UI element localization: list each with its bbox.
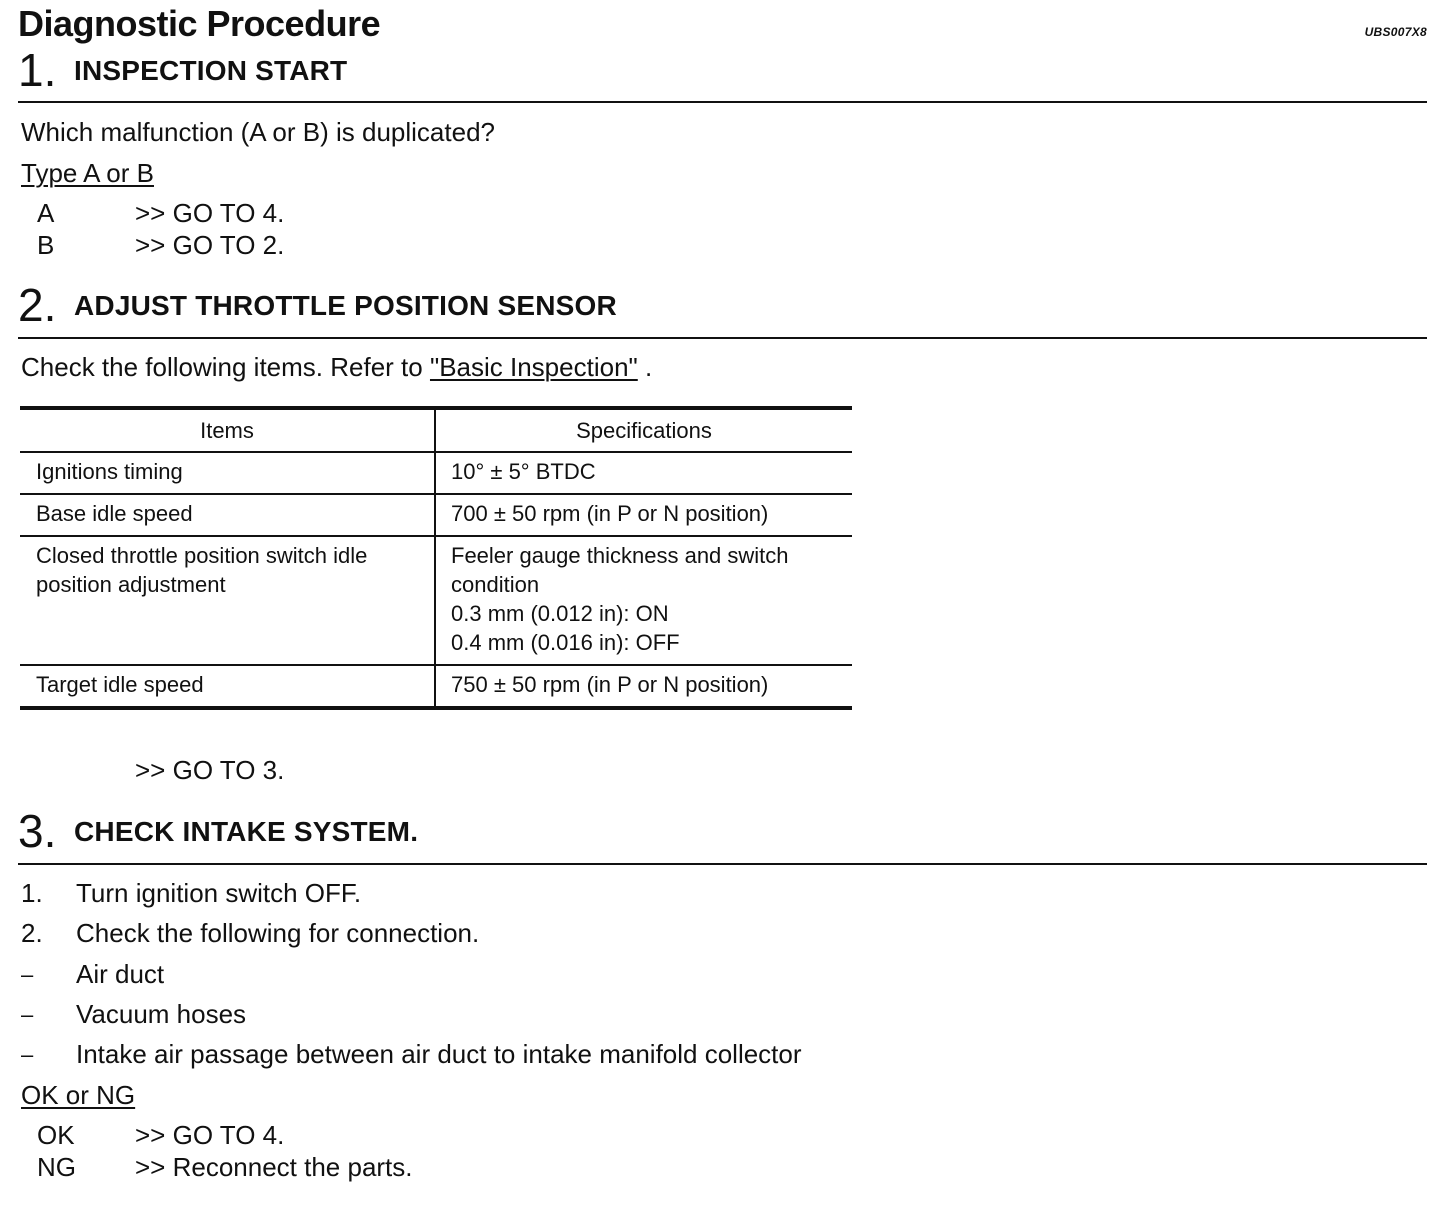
instruction-suffix: . bbox=[645, 352, 653, 382]
table-row bbox=[20, 536, 852, 665]
step-2-number: 2. bbox=[18, 279, 57, 331]
option-action: >> Reconnect the parts. bbox=[135, 1152, 413, 1182]
list-marker: – bbox=[21, 1002, 34, 1027]
spec-cell bbox=[435, 665, 852, 708]
item-cell bbox=[20, 665, 435, 708]
spec-text: 0.4 mm (0.016 in): OFF bbox=[451, 630, 680, 655]
list-item: Intake air passage between air duct to intake manifold collector bbox=[76, 1039, 802, 1069]
list-item: Vacuum hoses bbox=[76, 999, 247, 1029]
option-key: OK bbox=[37, 1120, 75, 1150]
step-2-title: ADJUST THROTTLE POSITION SENSOR bbox=[74, 290, 617, 321]
spec-text: 10° ± 5° BTDC bbox=[451, 459, 596, 484]
step-1-number: 1. bbox=[18, 44, 57, 96]
option-key: A bbox=[37, 198, 55, 228]
spec-text: 0.3 mm (0.012 in): ON bbox=[451, 601, 669, 626]
step-1-question: Which malfunction (A or B) is duplicated? bbox=[21, 117, 495, 147]
list-marker: 2. bbox=[21, 918, 43, 948]
list-marker: 1. bbox=[21, 878, 43, 908]
step-1-title: INSPECTION START bbox=[74, 55, 348, 86]
table-header-row bbox=[20, 408, 852, 452]
item-text: Closed throttle position switch idle bbox=[36, 543, 368, 568]
item-text: position adjustment bbox=[36, 572, 226, 597]
specifications-table bbox=[20, 406, 852, 710]
item-text: Ignitions timing bbox=[36, 459, 183, 484]
step-2-next-action: >> GO TO 3. bbox=[135, 755, 285, 785]
list-item: Check the following for connection. bbox=[76, 918, 480, 948]
table-row bbox=[20, 665, 852, 708]
option-key: NG bbox=[37, 1152, 76, 1182]
document-code: UBS007X8 bbox=[1364, 25, 1427, 39]
item-cell bbox=[20, 494, 435, 536]
option-key: B bbox=[37, 230, 55, 260]
basic-inspection-link[interactable]: "Basic Inspection" bbox=[429, 352, 638, 382]
section-divider bbox=[18, 863, 1427, 865]
list-item: Turn ignition switch OFF. bbox=[76, 878, 362, 908]
spec-text: Feeler gauge thickness and switch bbox=[451, 543, 789, 568]
step-3-title: CHECK INTAKE SYSTEM. bbox=[74, 816, 419, 847]
option-action: >> GO TO 2. bbox=[135, 230, 285, 260]
list-marker: – bbox=[21, 962, 34, 987]
option-action: >> GO TO 4. bbox=[135, 198, 285, 228]
page-title: Diagnostic Procedure bbox=[18, 3, 381, 44]
step-3-result-label: OK or NG bbox=[21, 1080, 136, 1110]
instruction-text: Check the following items. Refer to bbox=[21, 352, 423, 382]
column-header-items: Items bbox=[20, 408, 435, 452]
item-cell bbox=[20, 536, 435, 665]
spec-cell bbox=[435, 494, 852, 536]
step-2-instruction bbox=[21, 352, 652, 383]
section-divider bbox=[18, 101, 1427, 103]
spec-text: 750 ± 50 rpm (in P or N position) bbox=[451, 672, 769, 697]
list-item: Air duct bbox=[76, 959, 165, 989]
table-row bbox=[20, 494, 852, 536]
spec-cell bbox=[435, 452, 852, 494]
section-divider bbox=[18, 337, 1427, 339]
option-action: >> GO TO 4. bbox=[135, 1120, 285, 1150]
spec-text: 700 ± 50 rpm (in P or N position) bbox=[451, 501, 769, 526]
step-1-result-label: Type A or B bbox=[21, 158, 154, 188]
step-3-number: 3. bbox=[18, 805, 57, 857]
table-row bbox=[20, 452, 852, 494]
item-text: Target idle speed bbox=[36, 672, 204, 697]
item-text: Base idle speed bbox=[36, 501, 193, 526]
spec-text: condition bbox=[451, 572, 540, 597]
item-cell bbox=[20, 452, 435, 494]
column-header-specifications: Specifications bbox=[435, 408, 852, 452]
spec-cell bbox=[435, 536, 852, 665]
list-marker: – bbox=[21, 1042, 34, 1067]
